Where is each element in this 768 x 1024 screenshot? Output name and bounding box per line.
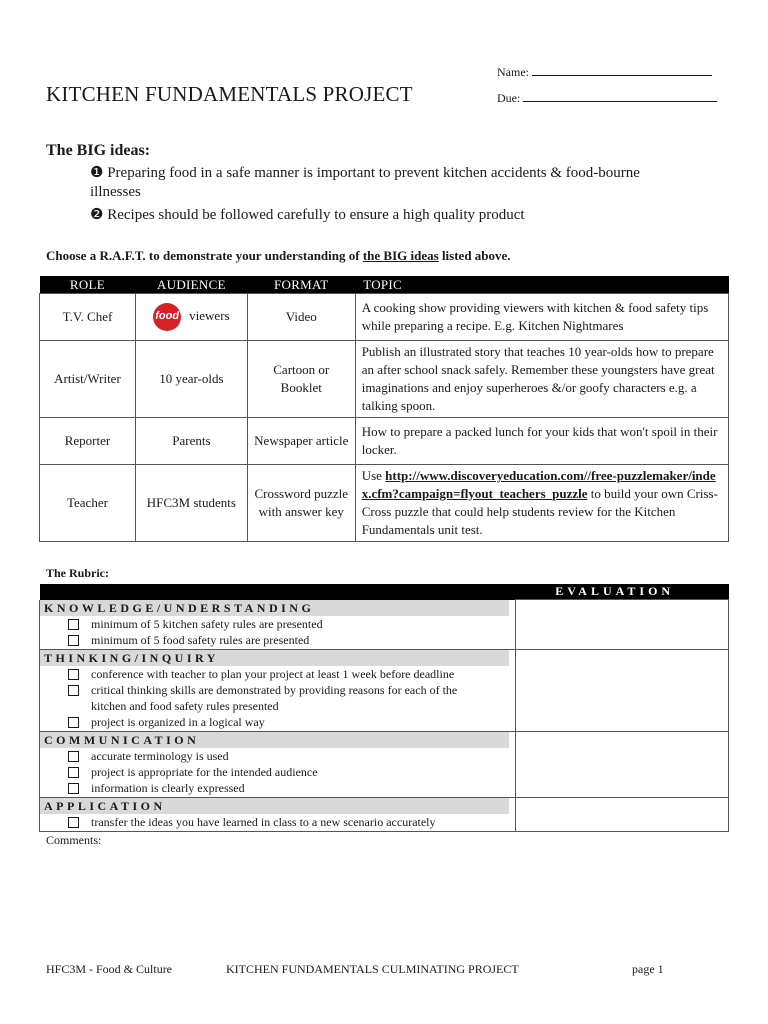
role-cell: Artist/Writer bbox=[40, 341, 136, 418]
rubric-item bbox=[40, 780, 515, 796]
topic-cell: How to prepare a packed lunch for your kids that won't spoil in their locker. bbox=[355, 418, 728, 465]
raft-table bbox=[39, 276, 729, 542]
instruction-before: Choose a R.A.F.T. to demonstrate your understanding of bbox=[46, 248, 363, 263]
rubric-item-text: minimum of 5 kitchen safety rules are presented bbox=[91, 616, 323, 631]
rubric-item-text: critical thinking skills are demonstrated by providing reasons for each of the kitchen and food safety rules presented bbox=[91, 683, 458, 713]
format-cell: Newspaper article bbox=[247, 418, 355, 465]
puzzlemaker-link[interactable]: http://www.discoveryeducation.com//free-puzzlemaker/index.cfm?campaign=flyout_teachers_puzzle bbox=[361, 468, 716, 501]
audience-cell: 10 year-olds bbox=[135, 341, 247, 418]
raft-header-row bbox=[40, 276, 729, 294]
footer-page-number: page 1 bbox=[632, 962, 664, 976]
bullet-1-icon: ❶ bbox=[90, 165, 104, 181]
name-label: Name: bbox=[497, 65, 529, 79]
header-topic: TOPIC bbox=[355, 276, 728, 294]
audience-text: viewers bbox=[189, 307, 230, 323]
big-idea-2 bbox=[90, 206, 525, 225]
name-field[interactable] bbox=[497, 64, 712, 80]
section-title: COMMUNICATION bbox=[40, 732, 509, 748]
topic-cell: A cooking show providing viewers with kitchen & food safety tips while preparing a recipe. E.g. Kitchen Nightmares bbox=[355, 294, 728, 341]
comments-label: Comments: bbox=[46, 833, 102, 847]
rubric-item bbox=[40, 748, 515, 764]
rubric-section-thinking bbox=[40, 650, 729, 732]
header-audience: AUDIENCE bbox=[135, 276, 247, 294]
checkbox-icon[interactable] bbox=[68, 817, 79, 828]
rubric-item-text: project is appropriate for the intended audience bbox=[91, 765, 318, 779]
raft-instruction bbox=[46, 248, 511, 264]
big-idea-1-text: Preparing food in a safe manner is important to prevent kitchen accidents & food-bourne illnesses bbox=[90, 165, 640, 200]
evaluation-cell[interactable] bbox=[515, 600, 728, 650]
evaluation-cell[interactable] bbox=[515, 798, 728, 832]
rubric-item bbox=[40, 764, 515, 780]
audience-cell bbox=[135, 294, 247, 341]
checkbox-icon[interactable] bbox=[68, 767, 79, 778]
due-label: Due: bbox=[497, 91, 521, 105]
name-blank[interactable] bbox=[532, 64, 712, 76]
rubric-header-row bbox=[40, 584, 729, 600]
footer-project-title: KITCHEN FUNDAMENTALS CULMINATING PROJECT bbox=[226, 962, 519, 976]
rubric-item-text: project is organized in a logical way bbox=[91, 715, 265, 729]
role-cell: Reporter bbox=[40, 418, 136, 465]
rubric-item bbox=[40, 682, 515, 714]
rubric-table bbox=[39, 584, 729, 832]
rubric-section-application bbox=[40, 798, 729, 832]
format-cell: Crossword puzzle with answer key bbox=[247, 465, 355, 542]
rubric-item-text: transfer the ideas you have learned in class to a new scenario accurately bbox=[91, 815, 436, 829]
big-ideas-heading: The BIG ideas: bbox=[46, 142, 151, 159]
header-role: ROLE bbox=[40, 276, 136, 294]
instruction-underlined: the BIG ideas bbox=[362, 248, 439, 263]
due-field[interactable] bbox=[497, 90, 717, 106]
header-format: FORMAT bbox=[247, 276, 355, 294]
instruction-after: listed above. bbox=[438, 248, 511, 263]
rubric-item-text: minimum of 5 food safety rules are presented bbox=[91, 632, 310, 647]
footer-course: HFC3M - Food & Culture bbox=[46, 962, 173, 976]
rubric-item bbox=[40, 814, 515, 830]
page-title: KITCHEN FUNDAMENTALS PROJECT bbox=[46, 82, 413, 106]
rubric-item bbox=[40, 632, 515, 648]
role-cell: T.V. Chef bbox=[40, 294, 136, 341]
table-row bbox=[40, 294, 729, 341]
section-title: THINKING/INQUIRY bbox=[40, 650, 509, 666]
rubric-item-text: conference with teacher to plan your project at least 1 week before deadline bbox=[91, 667, 455, 681]
checkbox-icon[interactable] bbox=[68, 751, 79, 762]
checkbox-icon[interactable] bbox=[68, 717, 79, 728]
section-title: KNOWLEDGE/UNDERSTANDING bbox=[40, 600, 509, 616]
due-blank[interactable] bbox=[523, 90, 717, 102]
rubric-section-knowledge bbox=[40, 600, 729, 650]
audience-cell: HFC3M students bbox=[135, 465, 247, 542]
big-idea-2-text: Recipes should be followed carefully to ensure a high quality product bbox=[107, 207, 525, 223]
section-title: APPLICATION bbox=[40, 798, 509, 814]
food-network-logo: food bbox=[153, 303, 181, 331]
checkbox-icon[interactable] bbox=[68, 619, 79, 630]
audience-cell: Parents bbox=[135, 418, 247, 465]
format-cell: Video bbox=[247, 294, 355, 341]
topic-pre: Use bbox=[361, 468, 386, 483]
checkbox-icon[interactable] bbox=[68, 685, 79, 696]
rubric-item bbox=[40, 616, 515, 632]
topic-cell bbox=[355, 465, 728, 542]
rubric-header-blank bbox=[40, 584, 516, 600]
evaluation-cell[interactable] bbox=[515, 732, 728, 798]
checkbox-icon[interactable] bbox=[68, 669, 79, 680]
rubric-item bbox=[40, 714, 515, 730]
evaluation-cell[interactable] bbox=[515, 650, 728, 732]
bullet-2-icon: ❷ bbox=[90, 207, 104, 223]
table-row bbox=[40, 418, 729, 465]
rubric-item-text: information is clearly expressed bbox=[91, 781, 245, 795]
role-cell: Teacher bbox=[40, 465, 136, 542]
table-row bbox=[40, 465, 729, 542]
rubric-section-communication bbox=[40, 732, 729, 798]
big-idea-1 bbox=[90, 164, 650, 202]
topic-cell: Publish an illustrated story that teaches 10 year-olds how to prepare an after school snack safely. Remember these youngsters have great imaginations and enjoy superheroes &/or goofy characters e.g. a talking spoon. bbox=[355, 341, 728, 418]
evaluation-header: EVALUATION bbox=[515, 584, 728, 600]
table-row bbox=[40, 341, 729, 418]
checkbox-icon[interactable] bbox=[68, 783, 79, 794]
rubric-heading: The Rubric: bbox=[46, 566, 109, 580]
checkbox-icon[interactable] bbox=[68, 635, 79, 646]
format-cell: Cartoon or Booklet bbox=[247, 341, 355, 418]
topic-post: to build your own Criss-Cross puzzle that could help students review for the Kitchen Fundamentals unit test. bbox=[361, 486, 718, 537]
rubric-item bbox=[40, 666, 515, 682]
rubric-item-text: accurate terminology is used bbox=[91, 749, 229, 763]
